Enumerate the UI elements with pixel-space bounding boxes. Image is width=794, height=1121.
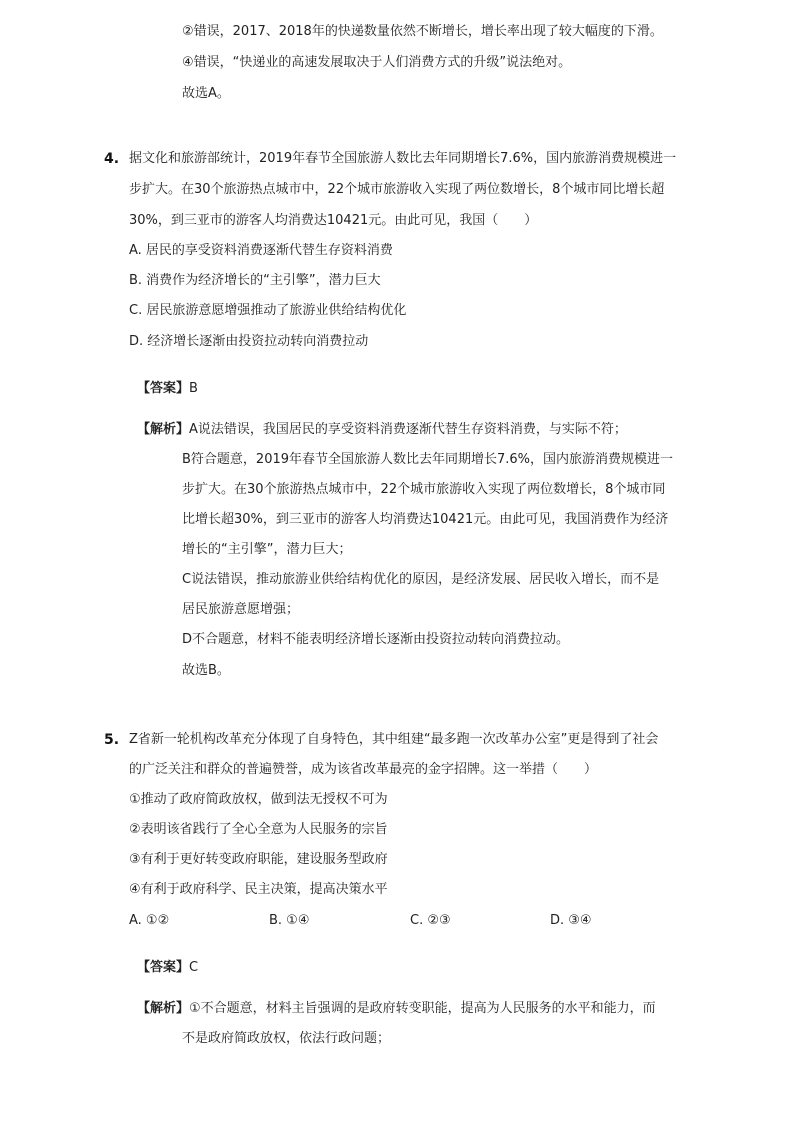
analysis-line: 步扩大。在30个旅游热点城市中，22个城市旅游收入实现了两位数增长，8个城市同 <box>182 482 666 497</box>
answer-line <box>137 959 198 977</box>
analysis-line: D不合题意，材料不能表明经济增长逐渐由投资拉动转向消费拉动。 <box>182 632 570 647</box>
analysis-line <box>137 1000 656 1018</box>
answer-value: C <box>189 960 199 975</box>
question-stem-line: 30%，到三亚市的游客人均消费达10421元。由此可见，我国（ ） <box>129 213 538 228</box>
answer-tag: 【答案】 <box>137 381 190 396</box>
analysis-line: 居民旅游意愿增强； <box>182 602 300 617</box>
option-a: A. 居民的享受资料消费逐渐代替生存资料消费 <box>129 243 393 258</box>
question-number: 4. <box>104 151 120 167</box>
answer-line <box>137 380 198 398</box>
analysis-tag: 【解析】 <box>137 422 190 437</box>
choice-c: C. ②③ <box>410 913 451 928</box>
answer-value: B <box>189 381 198 396</box>
statement-item: ②表明该省践行了全心全意为人民服务的宗旨 <box>129 822 388 837</box>
analysis-text: ①不合题意，材料主旨强调的是政府转变职能，提高为人民服务的水平和能力，而 <box>189 1001 656 1016</box>
prev-analysis-line: ④错误，“快递业的高速发展取决于人们消费方式的升级”说法绝对。 <box>182 55 572 70</box>
choice-d: D. ③④ <box>550 913 592 928</box>
question-stem-line: 据文化和旅游部统计，2019年春节全国旅游人数比去年同期增长7.6%，国内旅游消费规模进一 <box>129 151 677 166</box>
prev-conclusion: 故选A。 <box>182 86 230 101</box>
analysis-line: 比增长超30%，到三亚市的游客人均消费达10421元。由此可见，我国消费作为经济 <box>182 512 669 527</box>
analysis-line: 不是政府简政放权，依法行政问题； <box>182 1031 391 1046</box>
question-stem-line: 的广泛关注和群众的普遍赞誉，成为该省改革最亮的金字招牌。这一举措（ ） <box>129 762 598 777</box>
answer-tag: 【答案】 <box>137 960 190 975</box>
statement-item: ③有利于更好转变政府职能，建设服务型政府 <box>129 852 388 867</box>
option-c: C. 居民旅游意愿增强推动了旅游业供给结构优化 <box>129 303 407 318</box>
choice-b: B. ①④ <box>269 913 310 928</box>
option-d: D. 经济增长逐渐由投资拉动转向消费拉动 <box>129 334 369 349</box>
analysis-line: 增长的“主引擎”，潜力巨大； <box>182 542 352 557</box>
option-b: B. 消费作为经济增长的“主引擎”，潜力巨大 <box>129 273 381 288</box>
prev-analysis-line: ②错误，2017、2018年的快递数量依然不断增长，增长率出现了较大幅度的下滑。 <box>182 24 663 39</box>
analysis-line: B符合题意，2019年春节全国旅游人数比去年同期增长7.6%，国内旅游消费规模进一 <box>182 452 674 467</box>
question-stem-line: Z省新一轮机构改革充分体现了自身特色，其中组建“最多跑一次改革办公室”更是得到了社会 <box>129 732 659 747</box>
analysis-line <box>137 421 627 439</box>
analysis-line: C说法错误，推动旅游业供给结构优化的原因，是经济发展、居民收入增长，而不是 <box>182 572 660 587</box>
choice-a: A. ①② <box>129 913 170 928</box>
analysis-conclusion: 故选B。 <box>182 663 230 678</box>
question-number: 5. <box>104 732 120 748</box>
question-stem-line: 步扩大。在30个旅游热点城市中，22个城市旅游收入实现了两位数增长，8个城市同比增长超 <box>129 182 665 197</box>
statement-item: ④有利于政府科学、民主决策，提高决策水平 <box>129 882 388 897</box>
statement-item: ①推动了政府简政放权，做到法无授权不可为 <box>129 792 388 807</box>
analysis-text: A说法错误，我国居民的享受资料消费逐渐代替生存资料消费，与实际不符； <box>189 422 627 437</box>
analysis-tag: 【解析】 <box>137 1001 190 1016</box>
